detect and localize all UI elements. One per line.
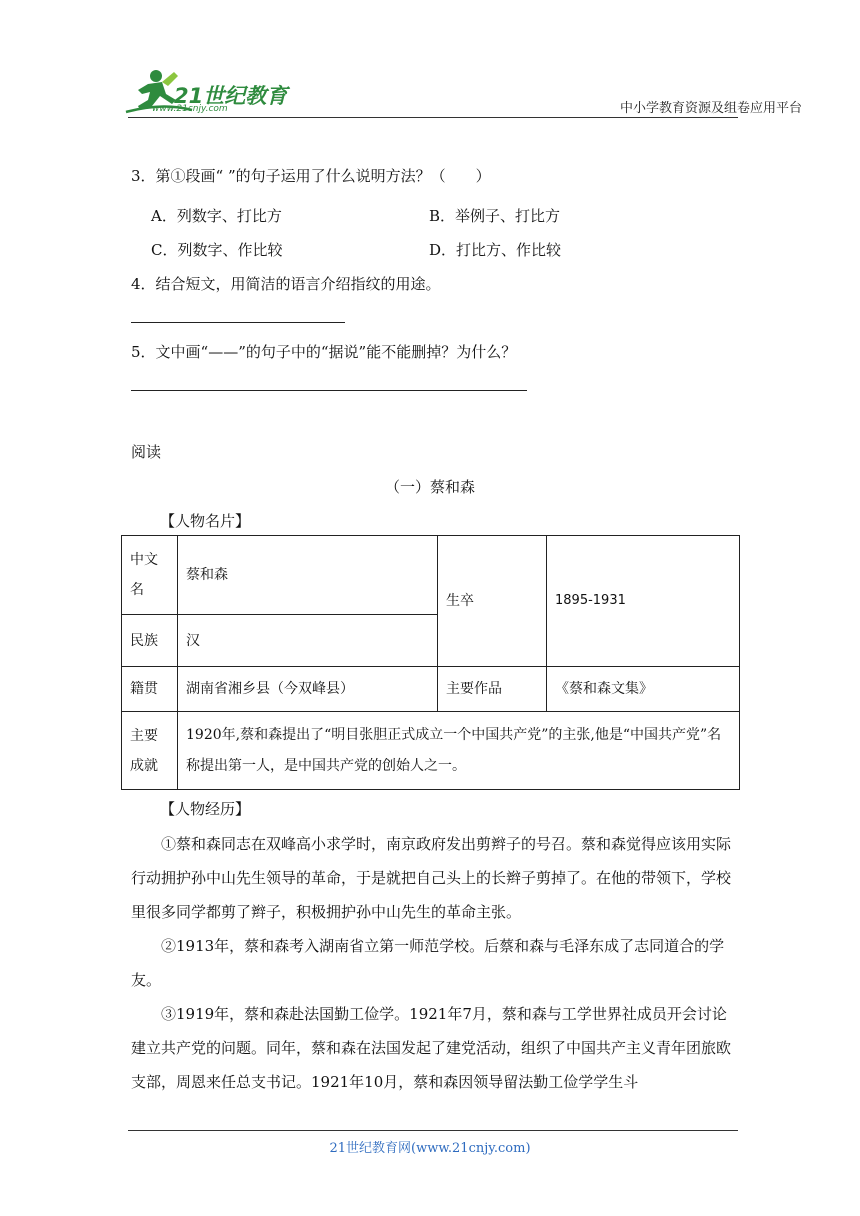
question-5: 5．文中画“——”的句子中的“据说”能不能删掉？为什么？: [131, 343, 517, 361]
card-heading: 【人物名片】: [160, 512, 251, 530]
option-d: D．打比方、作比较: [429, 241, 562, 259]
footer-divider: [128, 1130, 738, 1131]
reading-label: 阅读: [131, 443, 162, 461]
paragraph-2: ②1913年，蔡和森考入湖南省立第一师范学校。后蔡和森与毛泽东成了志同道合的学友。: [131, 937, 725, 989]
life-label: 生卒: [438, 536, 547, 667]
answer-line-4: [131, 322, 345, 323]
experience-heading: 【人物经历】: [160, 800, 251, 818]
profile-card-table: [121, 535, 740, 790]
works-value: 《蔡和森文集》: [547, 667, 740, 712]
name-label: 中文名: [122, 536, 178, 615]
option-a: A．列数字、打比方: [151, 207, 282, 225]
footer-link[interactable]: 21世纪教育网(www.21cnjy.com): [329, 1141, 531, 1156]
option-c: C．列数字、作比较: [151, 241, 283, 259]
logo-url: www.21cnjy.com: [152, 104, 228, 114]
paragraph-1: ①蔡和森同志在双峰高小求学时，南京政府发出剪辫子的号召。蔡和森觉得应该用实际行动拥护孙中山先生领导的革命，于是就把自己头上的长辫子剪掉了。在他的带领下，学校里很多同学都剪了辫子，积极拥护孙中山先生的革命主张。: [131, 835, 732, 921]
achievement-label: 主要成就: [122, 712, 178, 790]
header-platform-name: 中小学教育资源及组卷应用平台: [619, 101, 802, 116]
question-3: 3．第①段画“ ”的句子运用了什么说明方法？（ ）: [131, 167, 491, 185]
achievement-value: 1920年,蔡和森提出了“明目张胆正式成立一个中国共产党”的主张,他是“中国共产党”名称提出第一人，是中国共产党的创始人之一。: [178, 712, 740, 790]
reading-title: （一）蔡和森: [384, 478, 475, 496]
answer-line-5: [131, 390, 527, 391]
site-logo: [122, 66, 292, 118]
option-b: B．举例子、打比方: [429, 207, 561, 225]
origin-value: 湖南省湘乡县（今双峰县）: [178, 667, 438, 712]
paragraph-3: ③1919年，蔡和森赴法国勤工俭学。1921年7月，蔡和森与工学世界社成员开会讨论建立共产党的问题。同年，蔡和森在法国发起了建党活动，组织了中国共产主义青年团旅欧支部，周恩来任总支书记。1921年10月，蔡和森因领导留法勤工俭学学生斗: [131, 1005, 732, 1091]
logo-text: 21世纪教育: [174, 84, 288, 108]
works-label: 主要作品: [438, 667, 547, 712]
ethnic-label: 民族: [122, 615, 178, 667]
ethnic-value: 汉: [178, 615, 438, 667]
question-4: 4．结合短文，用简洁的语言介绍指纹的用途。: [131, 275, 441, 293]
life-value: 1895-1931: [547, 536, 740, 667]
name-value: 蔡和森: [178, 536, 438, 615]
header-divider: [128, 117, 738, 118]
origin-label: 籍贯: [122, 667, 178, 712]
